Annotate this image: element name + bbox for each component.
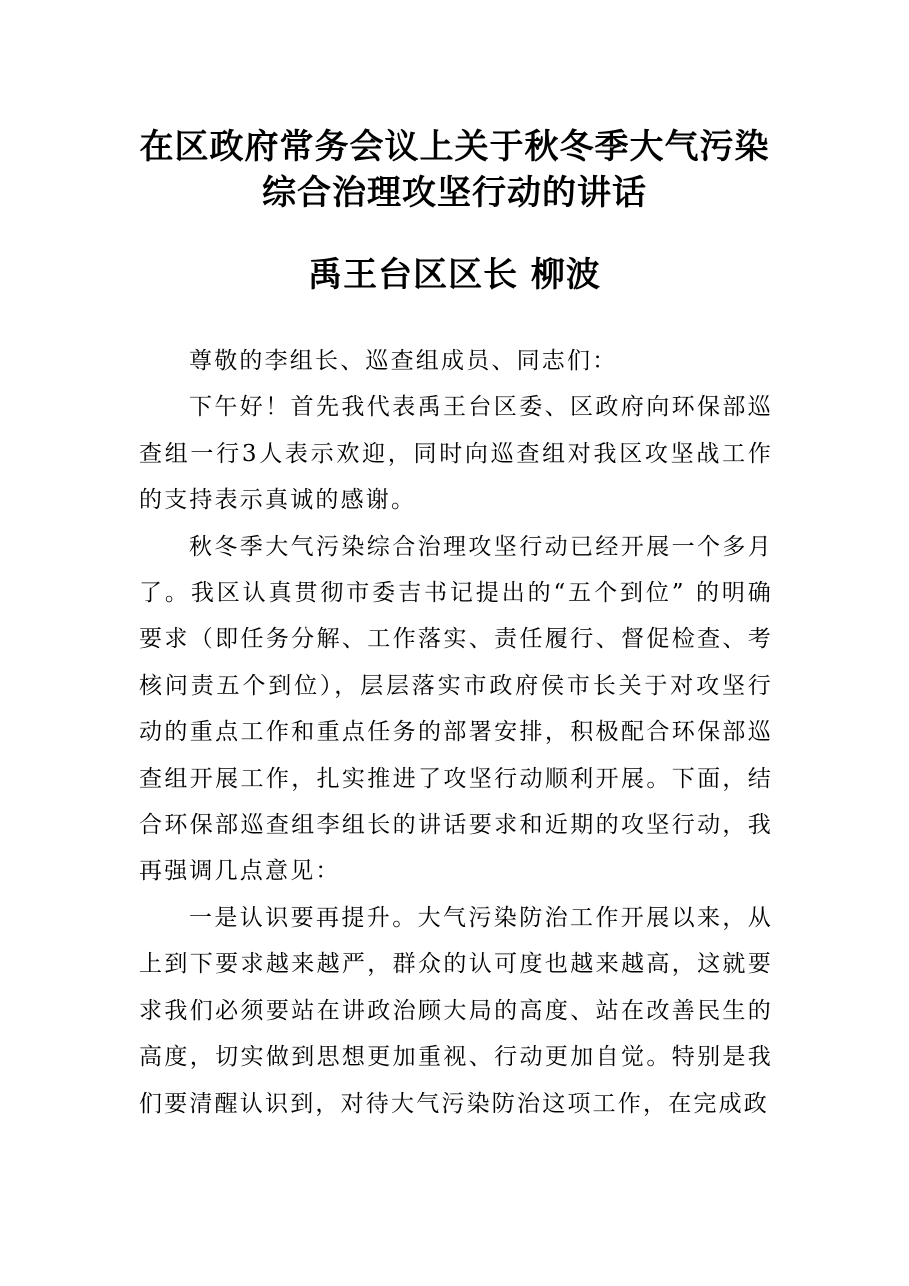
body-paragraph: 秋冬季大气污染综合治理攻坚行动已经开展一个多月了。我区认真贯彻市委吉书记提出的“五个到位” 的明确要求（即任务分解、工作落实、责任履行、督促检查、考核问责五个到位），层层落实市政府侯市长关于对攻坚行动的重点工作和重点任务的部署安排，积极配合环保部巡查组开展工作，扎实推进了攻坚行动顺利开展。下面，结合环保部巡查组李组长的讲话要求和近期的攻坚行动，我再强调几点意见： [139,533,773,885]
salutation-paragraph: 尊敬的李组长、巡查组成员、同志们： [189,348,618,374]
document-body [139,338,773,1127]
document-title-line-1: 在区政府常务会议上关于秋冬季大气污染 [139,127,770,167]
greeting-paragraph: 下午好！首先我代表禹王台区委、区政府向环保部巡查组一行3人表示欢迎，同时向巡查组对我区攻坚战工作的支持表示真诚的感谢。 [139,394,773,514]
document-author: 禹王台区区长 柳波 [308,255,601,295]
body-paragraph: 一是认识要再提升。大气污染防治工作开展以来，从上到下要求越来越严，群众的认可度也越来越高，这就要求我们必须要站在讲政治顾大局的高度、站在改善民生的高度，切实做到思想更加重视、行动更加自觉。特别是我们要清醒认识到，对待大气污染防治这项工作，在完成政 [139,904,773,1117]
document-title-line-2: 综合治理攻坚行动的讲话 [262,173,647,213]
